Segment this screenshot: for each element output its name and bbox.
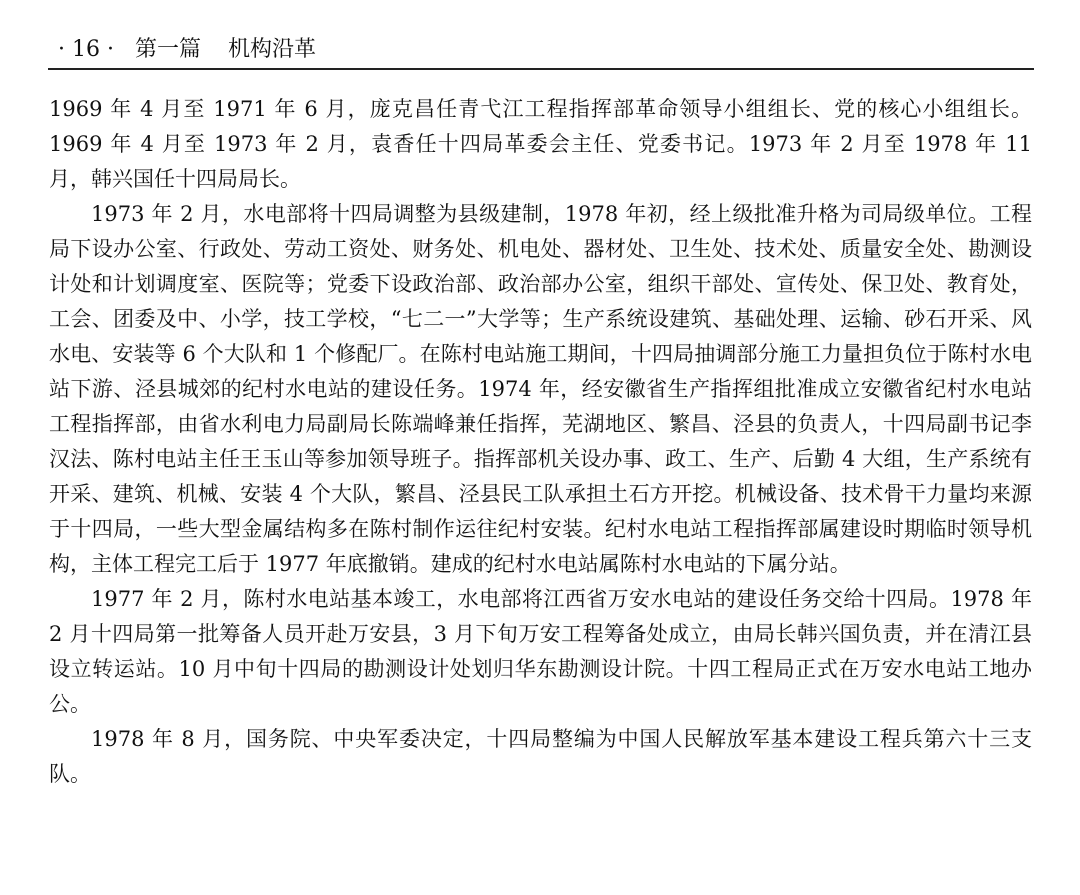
section-title: 机构沿革	[227, 37, 316, 62]
header-text	[58, 36, 316, 64]
paragraph-2: 1973 年 2 月，水电部将十四局调整为县级建制，1978 年初，经上级批准升格为司局级单位。工程局下设办公室、行政处、劳动工资处、财务处、机电处、器材处、卫生处、技术处、质量安全处、勘测设计处和计划调度室、医院等；党委下设政治部、政治部办公室，组织干部处、宣传处、保卫处、教育处，工会、团委及中、小学，技工学校，“七二一”大学等；生产系统设建筑、基础处理、运输、砂石开采、风水电、安装等 6 个大队和 1 个修配厂。在陈村电站施工期间，十四局抽调部分施工力量担负位于陈村水电站下游、泾县城郊的纪村水电站的建设任务。1974 年，经安徽省生产指挥组批准成立安徽省纪村水电站工程指挥部，由省水利电力局副局长陈端峰兼任指挥，芜湖地区、繁昌、泾县的负责人，十四局副书记李汉法、陈村电站主任王玉山等参加领导班子。指挥部机关设办事、政工、生产、后勤 4 大组，生产系统有开采、建筑、机械、安装 4 个大队，繁昌、泾县民工队承担土石方开挖。机械设备、技术骨干力量均来源于十四局，一些大型金属结构多在陈村制作运往纪村安装。纪村水电站工程指挥部属建设时期临时领导机构，主体工程完工后于 1977 年底撤销。建成的纪村水电站属陈村水电站的下属分站。	[49, 202, 1032, 576]
page-header	[48, 28, 1034, 70]
part-label: 第一篇	[134, 37, 201, 62]
paragraph-1: 1969 年 4 月至 1971 年 6 月，庞克昌任青弋江工程指挥部革命领导小组组长、党的核心小组组长。1969 年 4 月至 1973 年 2 月，袁香任十四局革委会主任、党委书记。1973 年 2 月至 1978 年 11 月，韩兴国任十四局局长。	[49, 97, 1032, 191]
body-text	[49, 92, 1032, 792]
page-number: · 16 ·	[58, 37, 114, 62]
paragraph-4: 1978 年 8 月，国务院、中央军委决定，十四局整编为中国人民解放军基本建设工程兵第六十三支队。	[49, 727, 1032, 786]
header-rule	[48, 68, 1034, 70]
paragraph-3: 1977 年 2 月，陈村水电站基本竣工，水电部将江西省万安水电站的建设任务交给十四局。1978 年 2 月十四局第一批筹备人员开赴万安县，3 月下旬万安工程筹备处成立，由局长韩兴国负责，并在清江县设立转运站。10 月中旬十四局的勘测设计处划归华东勘测设计院。十四工程局正式在万安水电站工地办公。	[49, 587, 1032, 716]
